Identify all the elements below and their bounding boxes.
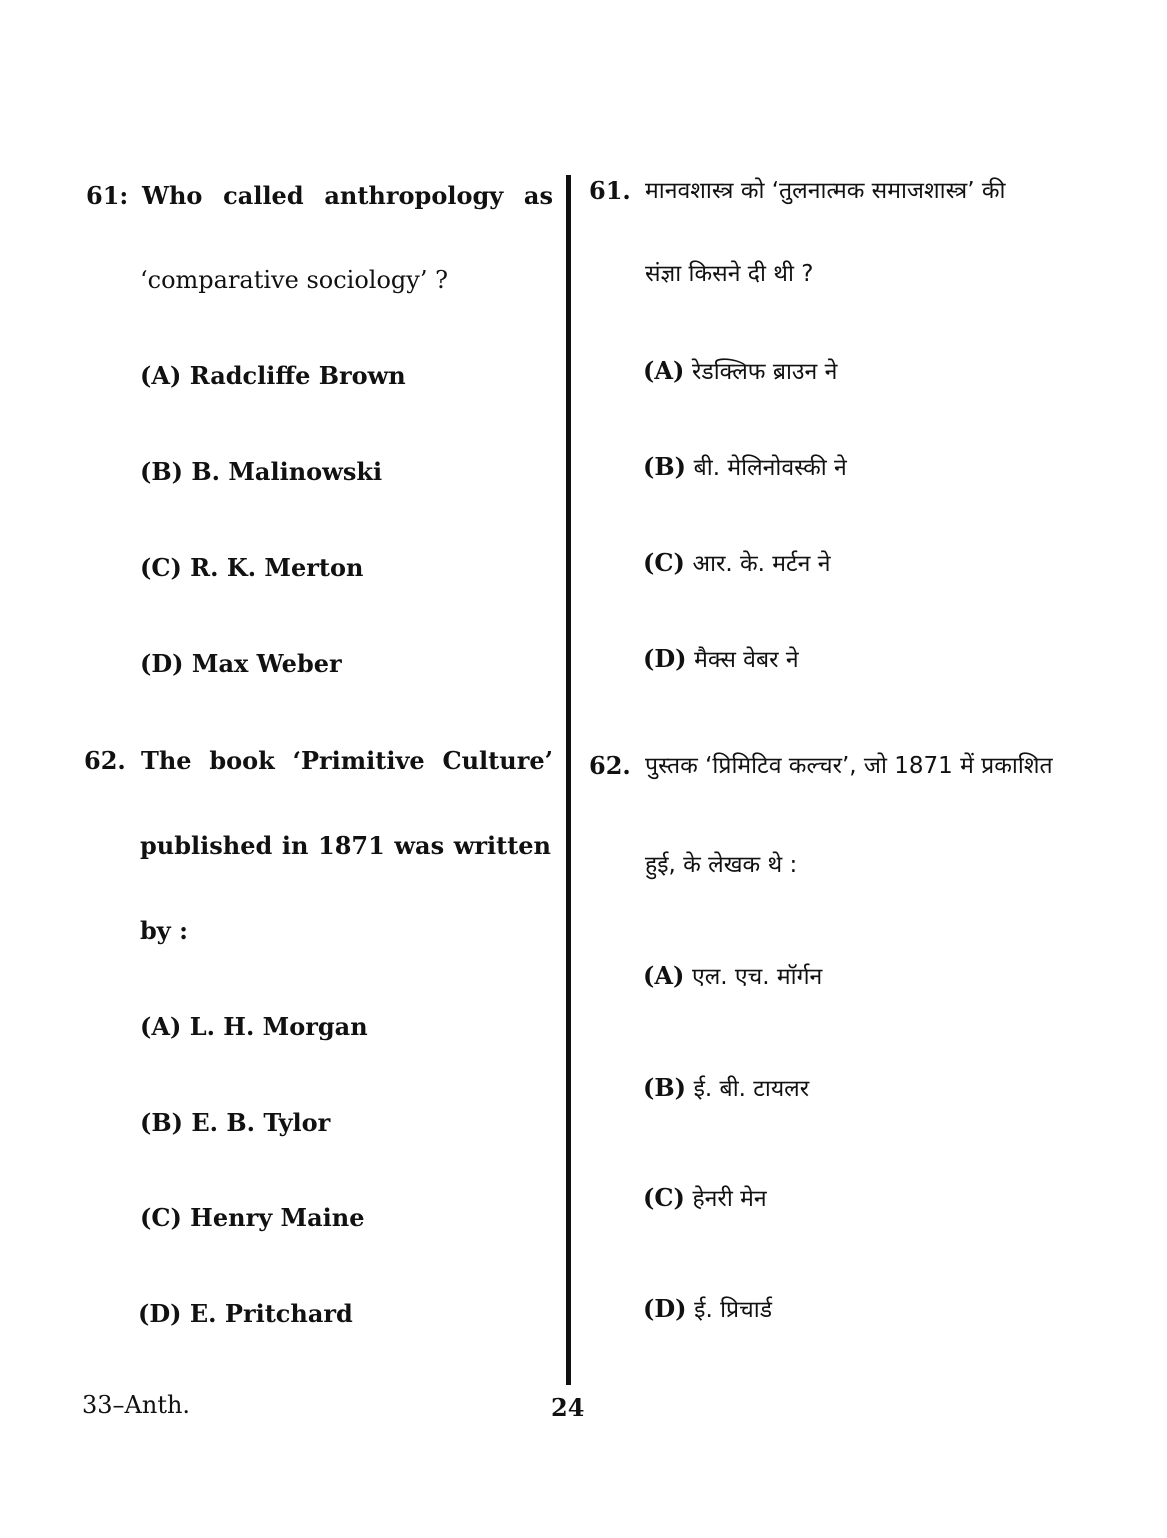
option-en-62-b: [140, 1108, 330, 1138]
option-text: हेनरी मेन: [692, 1186, 767, 1212]
option-letter: (A): [643, 356, 685, 385]
option-letter: (B): [643, 452, 686, 481]
option-en-62-a: [140, 1012, 368, 1042]
option-text: L. H. Morgan: [189, 1012, 368, 1041]
option-letter: (D): [140, 649, 184, 678]
option-hi-61-c: [643, 548, 830, 579]
word: 1871: [318, 831, 385, 860]
option-en-61-b: [140, 457, 382, 487]
option-text: E. B. Tylor: [191, 1108, 331, 1137]
option-en-61-a: [140, 361, 406, 391]
option-text: मैक्स वेबर ने: [694, 647, 799, 673]
option-hi-62-c: [643, 1183, 767, 1214]
option-text: E. Pritchard: [189, 1299, 353, 1328]
word: written: [453, 831, 551, 860]
option-letter: (A): [643, 961, 685, 990]
word: in: [281, 831, 309, 860]
word: as: [523, 181, 553, 210]
question-number-hi-62: 62.: [589, 751, 631, 780]
word: Who: [142, 181, 203, 210]
option-text: एल. एच. मॉर्गन: [691, 964, 823, 990]
option-letter: (C): [140, 553, 182, 582]
option-letter: (C): [643, 1183, 685, 1212]
question-number-hi-61: 61.: [589, 176, 631, 205]
option-hi-62-d: [643, 1294, 772, 1325]
option-text: B. Malinowski: [191, 457, 383, 486]
question-number-en-62: 62.: [84, 746, 126, 775]
option-text: Henry Maine: [190, 1203, 365, 1232]
word: The: [141, 746, 192, 775]
option-hi-61-d: [643, 644, 799, 675]
option-letter: (D): [138, 1299, 182, 1328]
question-stem-hi-62-line2: हुई, के लेखक थे :: [645, 852, 798, 878]
question-stem-hi-62-line1: पुस्तक ‘प्रिमिटिव कल्चर’, जो 1871 में प्रकाशित: [645, 753, 1053, 779]
option-text: रेडक्लिफ ब्राउन ने: [691, 359, 838, 385]
question-stem-en-62-line2: [140, 831, 551, 861]
question-stem-en-61-line2: ‘comparative sociology’ ?: [140, 266, 448, 294]
option-text: Max Weber: [191, 649, 342, 678]
word: published: [140, 831, 273, 860]
word: ‘Primitive: [292, 746, 425, 775]
option-hi-62-a: [643, 961, 822, 992]
option-text: R. K. Merton: [190, 553, 364, 582]
option-hi-62-b: [643, 1073, 809, 1104]
word: book: [209, 746, 275, 775]
option-en-61-c: [140, 553, 363, 583]
option-text: ई. प्रिचार्ड: [694, 1297, 772, 1323]
question-stem-en-62-line3: by :: [140, 916, 188, 945]
word: anthropology: [324, 181, 504, 210]
question-stem-hi-61-line1: मानवशास्त्र को ‘तुलनात्मक समाजशास्त्र’ की: [645, 178, 1006, 204]
option-letter: (B): [643, 1073, 686, 1102]
option-text: बी. मेलिनोवस्की ने: [693, 455, 847, 481]
question-stem-en-61-line1: [142, 181, 553, 211]
question-number-en-61: 61:: [86, 181, 129, 210]
footer-page-number: 24: [551, 1393, 585, 1422]
option-letter: (C): [643, 548, 685, 577]
option-letter: (D): [643, 1294, 687, 1323]
option-text: आर. के. मर्टन ने: [692, 551, 831, 577]
option-letter: (B): [140, 1108, 183, 1137]
option-letter: (B): [140, 457, 183, 486]
question-stem-en-62-line1: [141, 746, 553, 776]
word: called: [223, 181, 304, 210]
option-letter: (D): [643, 644, 687, 673]
word: was: [394, 831, 445, 860]
option-en-61-d: [140, 649, 342, 679]
option-en-62-c: [140, 1203, 364, 1233]
option-letter: (A): [140, 1012, 182, 1041]
question-stem-hi-61-line2: संज्ञा किसने दी थी ?: [645, 261, 814, 287]
option-en-62-d: [138, 1299, 353, 1329]
option-letter: (C): [140, 1203, 182, 1232]
word: Culture’: [442, 746, 553, 775]
option-text: ई. बी. टायलर: [693, 1076, 810, 1102]
option-hi-61-b: [643, 452, 847, 483]
option-letter: (A): [140, 361, 182, 390]
option-text: Radcliffe Brown: [189, 361, 406, 390]
footer-subject-code: 33–Anth.: [82, 1391, 191, 1419]
column-divider: [566, 175, 571, 1385]
option-hi-61-a: [643, 356, 837, 387]
